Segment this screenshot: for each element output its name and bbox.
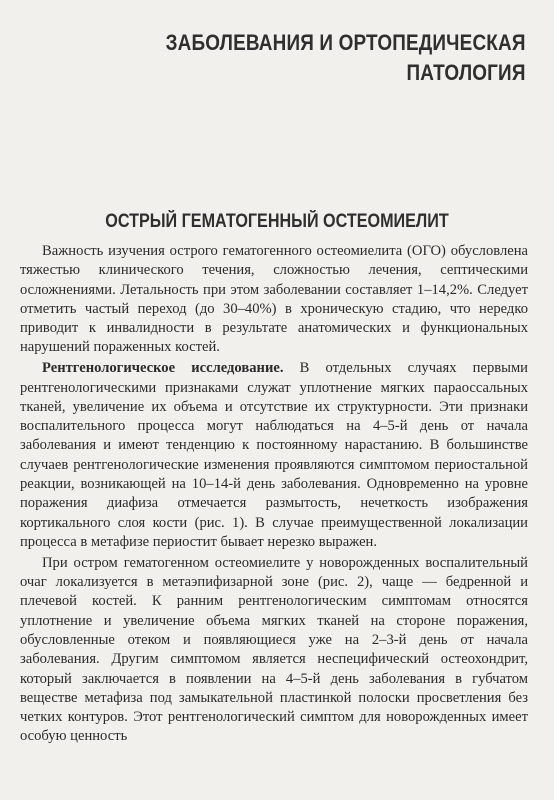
paragraph-3: При остром гематогенном остеомиелите у новорожденных воспалительный очаг локализуется в метаэпифизарной зоне (рис. 2), чаще — бедренной и плечевой костей. К ранним рентгенологическим симптомам относятся уплотнение и увеличение объема мягких тканей на стороне поражения, обусловленные отеком и появляющиеся уже на 2–3-й день от начала заболевания. Другим симптомом является неспецифический остеохондрит, который заключается в появлении на 4–5-й день заболевания в губчатом веществе метафиза под замыкательной пластинкой полоски просветления без четких контуров. Этот рентгенологический симптом для новорожденных имеет особую ценность	[20, 554, 528, 745]
paragraph-1: Важность изучения острого гематогенного остеомиелита (ОГО) обусловлена тяжестью клинического течения, сложностью лечения, септическими осложнениями. Летальность при этом заболевании составляет 1–14,2%. Следует отметить частый переход (до 30–40%) в хроническую стадию, что нередко приводит к инвалидности в результате анатомических и функциональных нарушений пораженных костей.	[20, 243, 528, 356]
paragraph-2-text: В отдельных случаях первыми рентгенологическими признаками служат уплотнение мягких параоссальных тканей, увеличение их объема и отсутствие их структурности. Эти признаки воспалительного процесса могут наблюдаться на 4–5-й день от начала заболевания и имеют тенденцию к постоянному нарастанию. В большинстве случаев рентгенологические изменения проявляются симптомом периостальной реакции, возникающей на 10–14-й день заболевания. Одновременно на уровне поражения диафиза отмечается размытость, нечеткость изображения кортикального слоя кости (рис. 1). В случае преимущественной локализации процесса в метафизе периостит бывает нерезко выражен.	[20, 360, 528, 550]
chapter-title-line-2: ПАТОЛОГИЯ	[406, 60, 526, 85]
section-title: ОСТРЫЙ ГЕМАТОГЕННЫЙ ОСТЕОМИЕЛИТ	[105, 211, 449, 232]
body-text	[20, 242, 528, 748]
paragraph-2	[20, 359, 528, 552]
chapter-title-line-1: ЗАБОЛЕВАНИЯ И ОРТОПЕДИЧЕСКАЯ	[165, 30, 526, 55]
chapter-title	[166, 28, 526, 88]
run-in-heading: Рентгенологическое исследование.	[42, 360, 284, 377]
